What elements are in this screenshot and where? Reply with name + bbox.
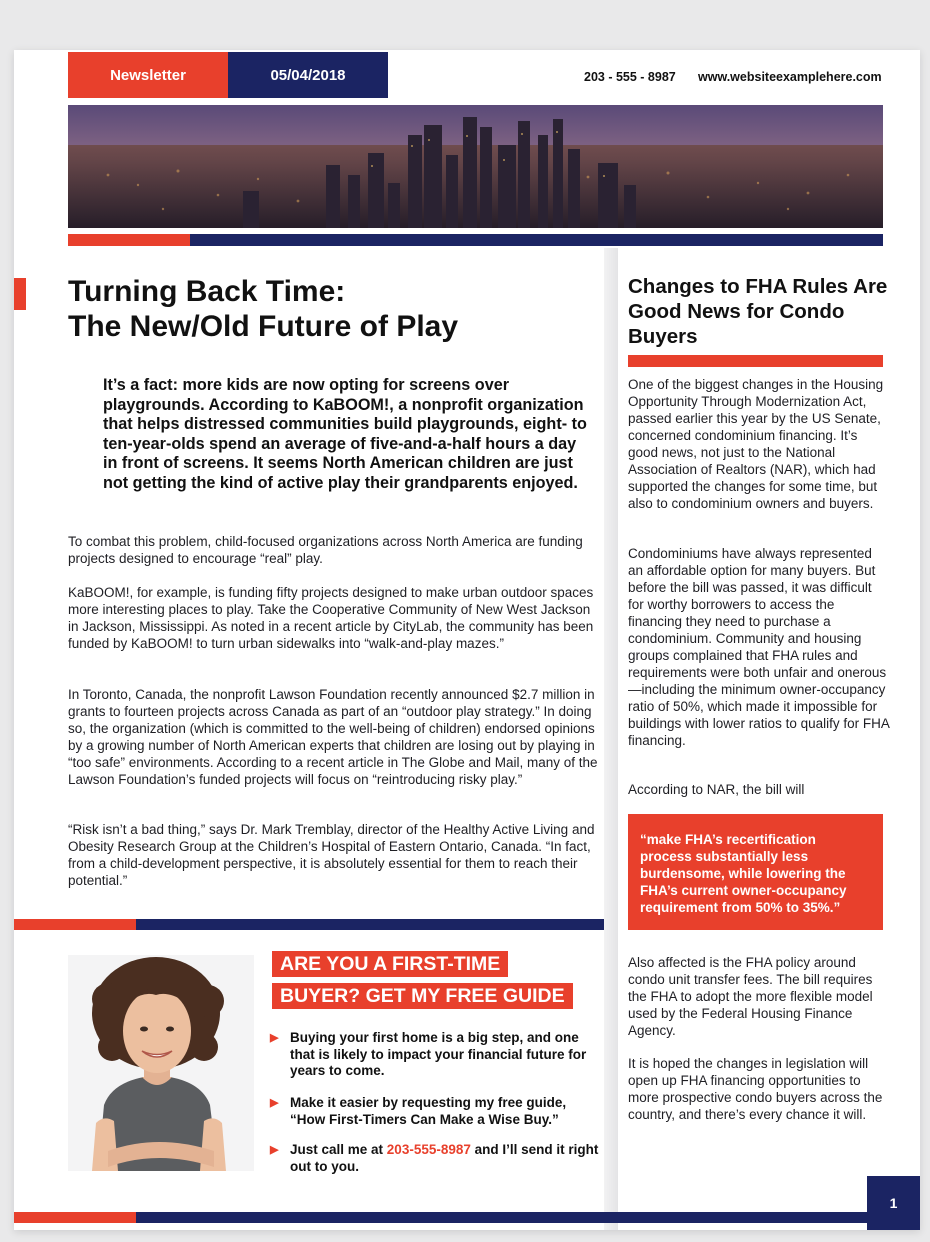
promo-phone-link[interactable]: 203-555-8987 [386, 1142, 471, 1157]
promo-call-text: Just call me at [290, 1142, 387, 1157]
promo-heading-line1: ARE YOU A FIRST-TIME [272, 951, 508, 977]
promo-bullet [270, 1142, 600, 1175]
article-lead: It’s a fact: more kids are now opting for screens over playgrounds. According to KaBOOM!, a nonprofit organization that helps distressed communities build playgrounds, eight- to ten-year-olds spend an average of five-and-a-half hours a day in front of screens. It seems North American children are just not getting the kind of active play their grandparents enjoyed. [103, 376, 587, 492]
promo-call-text-end: and I’ll send it right out to you. [290, 1142, 599, 1174]
title-accent-marker [14, 278, 26, 310]
bullet-triangle-icon: ▶ [270, 1097, 279, 1109]
article-paragraph: KaBOOM!, for example, is funding fifty projects designed to make urban outdoor spaces more interesting places to play. Take the Cooperative Community of New West Jackson in Jackson, Mississippi. As noted in a recent article by CityLab, the community has been funded by KaBOOM! to turn urban sidewalks into “walk-and-play mazes.” [68, 585, 594, 651]
promo-bullet-text: Buying your first home is a big step, and one that is likely to impact your financial future for years to come. [290, 1030, 587, 1078]
promo-bullet-text: Make it easier by requesting my free guide, “How First-Timers Can Make a Wise Buy.” [290, 1095, 567, 1127]
column-divider [604, 248, 618, 1230]
article-title-line2: The New/Old Future of Play [68, 310, 459, 343]
sidebar-paragraph: One of the biggest changes in the Housing Opportunity Through Modernization Act, passed earlier this year by the US Senate, concerned condominium financing. It’s good news, not just to the National Association of Realtors (NAR), which had supported the changes for some time, but also to condominium owners and buyers. [628, 377, 884, 511]
header-accent-bar [68, 234, 190, 246]
city-skyline-image [68, 105, 883, 228]
sidebar-paragraph: Also affected is the FHA policy around condo unit transfer fees. The bill requires the FHA to adopt the more flexible model used by the Federal Housing Finance Agency. [628, 955, 873, 1038]
agent-photo [68, 955, 254, 1171]
article-title [68, 274, 588, 344]
promo-heading-line2: BUYER? GET MY FREE GUIDE [272, 983, 573, 1009]
header-phone: 203 - 555 - 8987 [584, 70, 676, 84]
bullet-triangle-icon: ▶ [270, 1032, 279, 1044]
promo-navy-bar [136, 919, 604, 930]
sidebar-paragraph: According to NAR, the bill will [628, 782, 805, 797]
pull-quote: “make FHA’s recertification process substantially less burdensome, while lowering the FHA’s current owner-occupancy requirement from 50% to 35%.” [628, 814, 883, 930]
agent-portrait [68, 955, 254, 1171]
bullet-triangle-icon: ▶ [270, 1144, 279, 1156]
issue-date: 05/04/2018 [228, 52, 388, 98]
sidebar-title: Changes to FHA Rules Are Good News for Condo Buyers [628, 275, 888, 348]
newsletter-label: Newsletter [68, 52, 228, 98]
promo-bullet-text [290, 1142, 600, 1175]
sidebar-paragraph: Condominiums have always represented an affordable option for many buyers. But before the bill was passed, it was difficult for worthy borrowers to access the financing they need to purchase a condominium. Community and housing groups complained that FHA rules and requirements were both unfair and onerous—including the minimum owner-occupancy ratio of 50%, which made it impossible for buildings with lower ratios to qualify for FHA financing. [628, 546, 890, 748]
footer-accent-bar [14, 1212, 136, 1223]
article-paragraph: In Toronto, Canada, the nonprofit Lawson Foundation recently announced $2.7 million in grants to fourteen projects across Canada as part of an “outdoor play strategy.” In doing so, the organization (which is committed to the well-being of children) endorsed opinions by a growing number of North American experts that children are losing out by playing in “too safe” environments. According to a recent article in The Globe and Mail, many of the Lawson Foundation’s funded projects will focus on “reintroducing risky play.” [68, 687, 598, 787]
header-navy-bar [190, 234, 883, 246]
page-number: 1 [867, 1176, 920, 1230]
promo-bullet [270, 1030, 600, 1080]
article-title-line1: Turning Back Time: [68, 275, 346, 308]
promo-accent-bar [14, 919, 136, 930]
sidebar-paragraph: It is hoped the changes in legislation will open up FHA financing opportunities to more prospective condo buyers across the country, and there’s every chance it will. [628, 1056, 883, 1122]
article-paragraph: “Risk isn’t a bad thing,” says Dr. Mark Tremblay, director of the Healthy Active Living and Obesity Research Group at the Children’s Hospital of Eastern Ontario, Canada. “In fact, from a child-development perspective, it is absolutely essential for them to reach their potential.” [68, 822, 595, 888]
skyline-illustration [68, 105, 883, 228]
header-website: www.websiteexamplehere.com [698, 70, 882, 84]
promo-bullet [270, 1095, 600, 1128]
newsletter-page [14, 50, 920, 1230]
footer-navy-bar [136, 1212, 867, 1223]
article-paragraph: To combat this problem, child-focused organizations across North America are funding projects designed to encourage “real” play. [68, 534, 583, 566]
sidebar-title-rule [628, 355, 883, 367]
